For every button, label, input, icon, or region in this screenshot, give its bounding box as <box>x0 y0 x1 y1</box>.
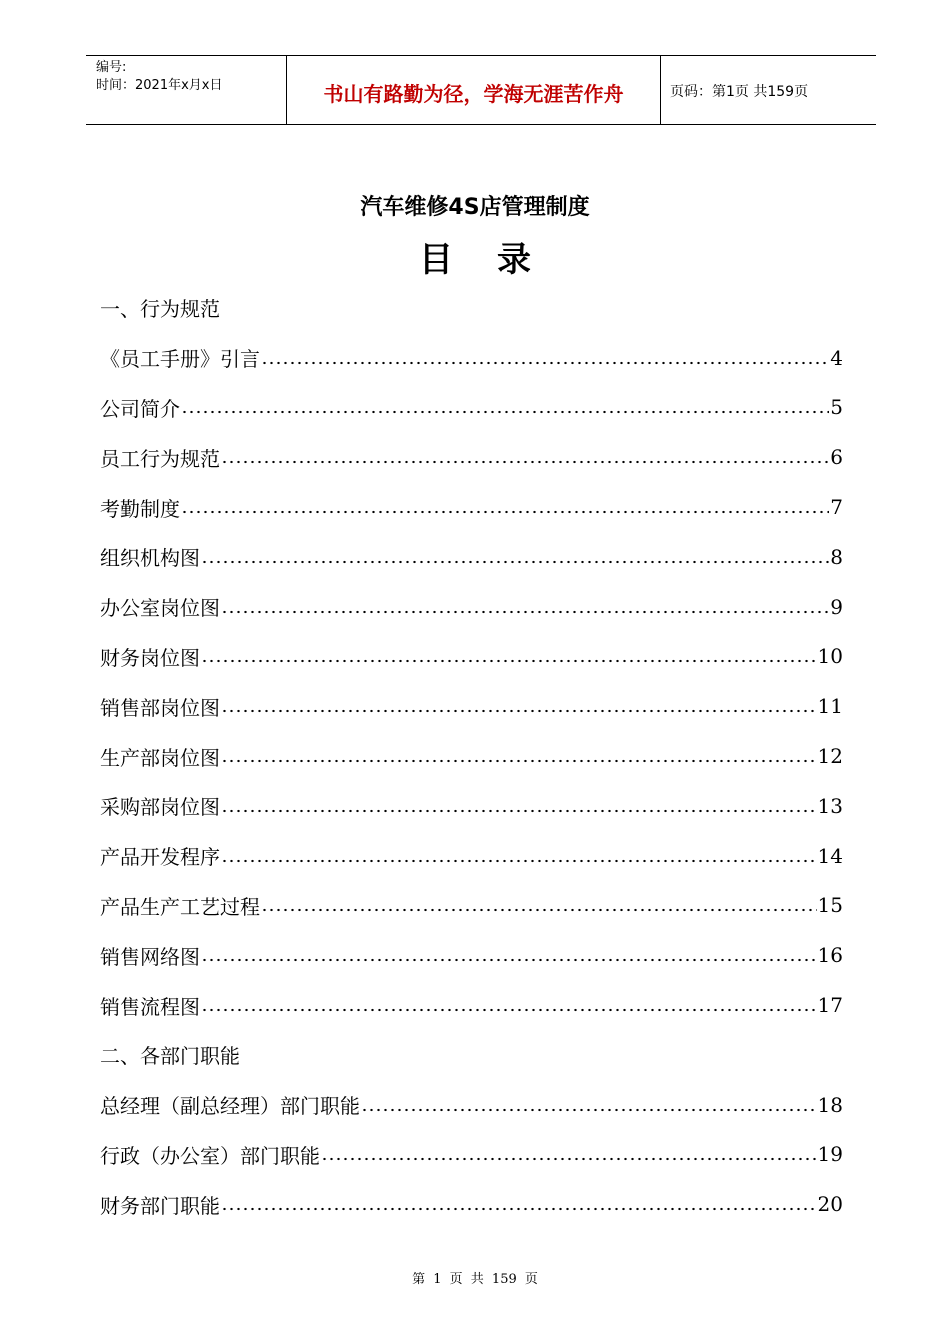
document-time-label: 时间：2021年x月x日 <box>96 78 223 93</box>
toc-dot-leader <box>221 460 829 464</box>
toc-dot-leader <box>181 410 829 414</box>
toc-dot-leader <box>221 709 817 713</box>
toc-dot-leader <box>261 361 829 365</box>
toc-entry-label: 销售部岗位图 <box>100 695 220 720</box>
toc-entry-label: 行政（办公室）部门职能 <box>100 1143 320 1168</box>
toc-entry[interactable] <box>100 831 843 881</box>
toc-page-number: 6 <box>830 445 843 470</box>
toc-page-number: 9 <box>830 594 843 619</box>
toc-dot-leader <box>201 1008 817 1012</box>
toc-heading: 目录 <box>419 240 575 280</box>
toc-entry[interactable] <box>100 532 843 582</box>
toc-dot-leader <box>201 659 817 663</box>
toc-dot-leader <box>201 560 829 564</box>
toc-entry[interactable] <box>100 632 843 682</box>
toc-entry-label: 二、各部门职能 <box>100 1044 240 1069</box>
toc-entry[interactable] <box>100 1080 843 1130</box>
toc-section-heading <box>100 283 843 333</box>
header-meta <box>96 59 222 95</box>
toc-entry-label: 员工行为规范 <box>100 446 220 471</box>
toc-entry[interactable] <box>100 881 843 931</box>
toc-dot-leader <box>221 1207 817 1211</box>
toc-dot-leader <box>221 759 817 763</box>
toc-entry-label: 《员工手册》引言 <box>100 347 260 372</box>
table-of-contents <box>100 283 843 1229</box>
toc-section-heading <box>100 1030 843 1080</box>
toc-entry[interactable] <box>100 1130 843 1180</box>
toc-entry-label: 一、行为规范 <box>100 297 220 322</box>
document-title: 汽车维修4S店管理制度 <box>360 195 590 220</box>
toc-entry[interactable] <box>100 731 843 781</box>
page-footer: 第 1 页 共 159 页 <box>412 1272 538 1287</box>
toc-entry-label: 组织机构图 <box>100 546 200 571</box>
toc-entry-label: 考勤制度 <box>100 496 180 521</box>
toc-page-number: 7 <box>830 495 843 520</box>
toc-dot-leader <box>201 958 817 962</box>
toc-entry-label: 总经理（副总经理）部门职能 <box>100 1094 360 1119</box>
toc-page-number: 10 <box>817 644 843 669</box>
toc-page-number: 8 <box>830 544 843 569</box>
toc-entry-label: 销售网络图 <box>100 944 200 969</box>
toc-entry[interactable] <box>100 681 843 731</box>
toc-entry[interactable] <box>100 333 843 383</box>
toc-entry[interactable] <box>100 980 843 1030</box>
header-divider <box>660 56 661 124</box>
toc-page-number: 5 <box>830 395 843 420</box>
header-page-info: 页码：第1页 共159页 <box>670 84 809 100</box>
toc-dot-leader <box>261 908 817 912</box>
toc-dot-leader <box>221 859 817 863</box>
toc-page-number: 20 <box>817 1192 843 1217</box>
toc-entry-label: 销售流程图 <box>100 994 200 1019</box>
page-header <box>86 55 876 125</box>
header-motto: 书山有路勤为径，学海无涯苦作舟 <box>323 82 624 106</box>
toc-entry[interactable] <box>100 582 843 632</box>
toc-entry[interactable] <box>100 432 843 482</box>
toc-page-number: 15 <box>817 893 843 918</box>
toc-page-number: 19 <box>817 1142 843 1167</box>
toc-dot-leader <box>321 1157 817 1161</box>
toc-dot-leader <box>221 809 817 813</box>
toc-entry[interactable] <box>100 781 843 831</box>
toc-entry[interactable] <box>100 383 843 433</box>
toc-entry-label: 财务岗位图 <box>100 645 200 670</box>
toc-page-number: 16 <box>817 943 843 968</box>
toc-dot-leader <box>221 610 829 614</box>
toc-page-number: 13 <box>817 793 843 818</box>
toc-entry-label: 公司简介 <box>100 396 180 421</box>
toc-page-number: 18 <box>817 1092 843 1117</box>
toc-page-number: 17 <box>817 993 843 1018</box>
toc-entry[interactable] <box>100 482 843 532</box>
toc-entry-label: 采购部岗位图 <box>100 795 220 820</box>
toc-entry-label: 生产部岗位图 <box>100 745 220 770</box>
toc-dot-leader <box>361 1108 817 1112</box>
toc-entry[interactable] <box>100 930 843 980</box>
toc-page-number: 14 <box>817 843 843 868</box>
document-number-label: 编号: <box>96 60 127 75</box>
toc-page-number: 4 <box>830 345 843 370</box>
toc-entry-label: 产品生产工艺过程 <box>100 894 260 919</box>
toc-page-number: 12 <box>817 744 843 769</box>
toc-page-number: 11 <box>817 694 843 719</box>
toc-entry-label: 产品开发程序 <box>100 845 220 870</box>
toc-entry[interactable] <box>100 1179 843 1229</box>
toc-entry-label: 财务部门职能 <box>100 1193 220 1218</box>
toc-entry-label: 办公室岗位图 <box>100 596 220 621</box>
toc-dot-leader <box>181 510 829 514</box>
